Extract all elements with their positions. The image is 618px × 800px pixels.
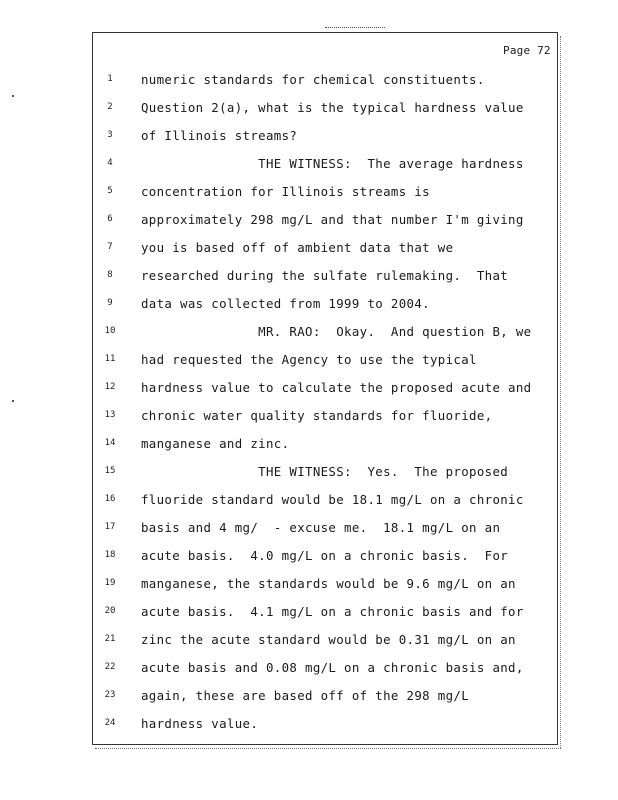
scan-artifact-bottom [95, 748, 561, 750]
transcript-line-text: acute basis and 0.08 mg/L on a chronic basis and, [141, 660, 524, 675]
line-number: 1 [107, 74, 113, 84]
transcript-line-text: basis and 4 mg/ - excuse me. 18.1 mg/L on an [141, 520, 501, 535]
line-number: 7 [107, 242, 113, 252]
transcript-line-text: researched during the sulfate rulemaking. That [141, 268, 509, 283]
line-number: 21 [104, 634, 116, 644]
line-number: 22 [104, 662, 116, 672]
line-number: 18 [104, 550, 116, 560]
transcript-line-text: you is based off of ambient data that we [141, 240, 454, 255]
transcript-line-text: zinc the acute standard would be 0.31 mg/L on an [141, 632, 516, 647]
line-number: 6 [107, 214, 113, 224]
transcript-line-text: THE WITNESS: Yes. The proposed [141, 464, 509, 479]
line-number: 5 [107, 186, 113, 196]
line-number: 20 [104, 606, 116, 616]
transcript-line-text: THE WITNESS: The average hardness [141, 156, 524, 171]
transcript-line-text: hardness value. [141, 716, 259, 731]
line-number: 11 [104, 354, 116, 364]
transcript-line-text: approximately 298 mg/L and that number I'm giving [141, 212, 524, 227]
transcript-line-text: had requested the Agency to use the typical [141, 352, 477, 367]
line-number: 8 [107, 270, 113, 280]
line-number: 13 [104, 410, 116, 420]
line-number: 14 [104, 438, 116, 448]
transcript-line-text: of Illinois streams? [141, 128, 298, 143]
transcript-line-text: numeric standards for chemical constituents. [141, 72, 485, 87]
line-number: 24 [104, 718, 116, 728]
line-number: 16 [104, 494, 116, 504]
transcript-line-text: MR. RAO: Okay. And question B, we [141, 324, 532, 339]
transcript-line-text: acute basis. 4.1 mg/L on a chronic basis and for [141, 604, 524, 619]
line-number: 3 [107, 130, 113, 140]
transcript-line-text: manganese and zinc. [141, 436, 290, 451]
transcript-line-text: chronic water quality standards for fluoride, [141, 408, 493, 423]
line-number: 15 [104, 466, 116, 476]
hole-punch-mark [12, 95, 14, 97]
transcript-line-text: acute basis. 4.0 mg/L on a chronic basis. For [141, 548, 509, 563]
transcript-line-text: Question 2(a), what is the typical hardness value [141, 100, 524, 115]
line-number: 4 [107, 158, 113, 168]
line-number: 17 [104, 522, 116, 532]
hole-punch-mark [12, 400, 14, 402]
line-number: 23 [104, 690, 116, 700]
scan-artifact-right [560, 36, 562, 748]
line-number: 9 [107, 298, 113, 308]
line-number: 10 [104, 326, 116, 336]
line-number: 2 [107, 102, 113, 112]
line-number: 12 [104, 382, 116, 392]
transcript-line-text: hardness value to calculate the proposed acute and [141, 380, 532, 395]
transcript-line-text: concentration for Illinois streams is [141, 184, 430, 199]
scan-artifact-top [325, 27, 385, 30]
line-number: 19 [104, 578, 116, 588]
transcript-line-text: fluoride standard would be 18.1 mg/L on a chronic [141, 492, 524, 507]
transcript-line-text: again, these are based off of the 298 mg/L [141, 688, 470, 703]
page-number: Page 72 [503, 44, 551, 57]
transcript-line-text: manganese, the standards would be 9.6 mg/L on an [141, 576, 516, 591]
transcript-line-text: data was collected from 1999 to 2004. [141, 296, 430, 311]
